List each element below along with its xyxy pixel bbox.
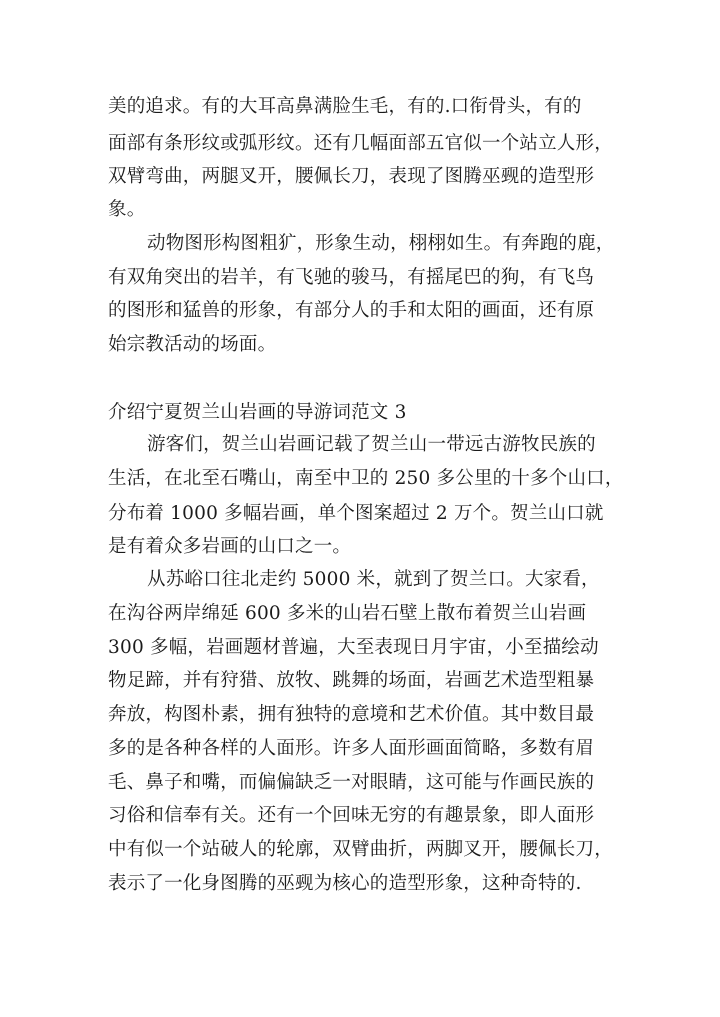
- paragraph-line: 表示了一化身图腾的巫觋为核心的造型形象，这种奇特的.: [108, 873, 582, 894]
- paragraph-line: 面部有条形纹或弧形纹。还有几幅面部五官似一个站立人形，: [108, 133, 613, 154]
- paragraph-line: 中有似一个站破人的轮廓，双臂曲折，两脚叉开，腰佩长刀，: [108, 839, 613, 860]
- paragraph-line: 是有着众多岩画的山口之一。: [108, 536, 352, 557]
- paragraph-line: 有双角突出的岩羊，有飞驰的骏马，有摇尾巴的狗，有飞鸟: [108, 267, 595, 288]
- paragraph-line: 毛、鼻子和嘴，而偏偏缺乏一对眼睛，这可能与作画民族的: [108, 772, 595, 793]
- paragraph-line: 美的追求。有的大耳高鼻满脸生毛，有的.口衔骨头，有的: [108, 96, 582, 117]
- paragraph-line: 游客们，贺兰山岩画记载了贺兰山一带远古游牧民族的: [147, 434, 596, 455]
- paragraph-line: 动物图形构图粗犷，形象生动，栩栩如生。有奔跑的鹿，: [147, 233, 615, 254]
- paragraph-line: 习俗和信奉有关。还有一个回味无穷的有趣景象，即人面形: [108, 805, 595, 826]
- paragraph-line: 的图形和猛兽的形象，有部分人的手和太阳的画面，还有原: [108, 300, 595, 321]
- section-heading: 介绍宁夏贺兰山岩画的导游词范文 3: [108, 402, 407, 423]
- paragraph-line: 分布着 1000 多幅岩画，单个图案超过 2 万个。贺兰山口就: [108, 503, 604, 524]
- paragraph-line: 生活，在北至石嘴山，南至中卫的 250 多公里的十多个山口，: [108, 468, 624, 489]
- paragraph-line: 奔放，构图朴素，拥有独特的意境和艺术价值。其中数目最: [108, 704, 595, 725]
- paragraph-line: 象。: [108, 199, 146, 220]
- paragraph-line: 多的是各种各样的人面形。许多人面形画面简略，多数有眉: [108, 738, 595, 759]
- paragraph-line: 在沟谷两岸绵延 600 多米的山岩石壁上散布着贺兰山岩画: [108, 603, 587, 624]
- paragraph-line: 始宗教活动的场面。: [108, 334, 277, 355]
- paragraph-line: 从苏峪口往北走约 5000 米，就到了贺兰口。大家看，: [147, 569, 600, 590]
- paragraph-line: 双臂弯曲，两腿叉开，腰佩长刀，表现了图腾巫觋的造型形: [108, 166, 595, 187]
- paragraph-line: 物足蹄，并有狩猎、放牧、跳舞的场面，岩画艺术造型粗暴: [108, 670, 595, 691]
- paragraph-line: 300 多幅，岩画题材普遍，大至表现日月宇宙，小至描绘动: [108, 637, 599, 658]
